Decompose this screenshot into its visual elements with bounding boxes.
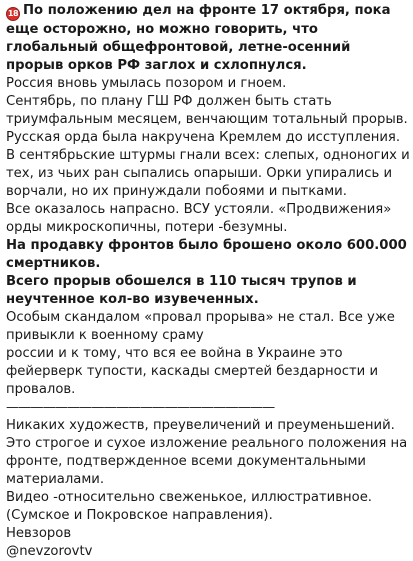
paragraph-1: Россия вновь умылась позором и гноем. [6,76,287,91]
paragraph-6-bold: Всего прорыв обошелся в 110 тысяч трупов и неучтенное кол-во изувеченных. [6,274,357,307]
paragraph-8: россии и к тому, что вся ее война в Украине это фейерверк тупости, каскады смертей бездарности и провалов. [6,346,379,397]
divider-line: —————————————————————— [6,400,275,415]
paragraph-9: Никаких художеств, преувеличений и преуменьшений. Это строгое и сухое изложение реального положения на фронте, подтвержденное всеми документальными материалами. [6,418,408,487]
author-handle: @nevzorovtv [6,544,93,559]
paragraph-5-bold: На продавку фронтов было брошено около 600.000 смертников. [6,238,407,271]
post-headline-paragraph [6,2,410,75]
paragraph-4: Все оказалось напрасно. ВСУ устояли. «Продвижения» орды микроскопичны, потери -безумны. [6,202,392,235]
paragraph-3: Русская орда была накручена Кремлем до исступления. В сентябрьские штурмы гнали всех: слепых, одноногих и тех, из чьих ран сыпались опарыши. Орки упирались и ворчали, но их принуждали побоями и пытками. [6,130,410,199]
paragraph-10: Видео -относительно свеженькое, иллюстративное.(Сумское и Покровское направления). [6,490,372,523]
paragraph-7: Особым скандалом «провал прорыва» не стал. Все уже привыкли к военному сраму [6,310,395,343]
author-name: Невзоров [6,526,72,541]
paragraph-2: Сентябрь, по плану ГШ РФ должен быть стать триумфальным месяцем, венчающим тотальный прорыв. [6,94,408,127]
post-headline: По положению дел на фронте 17 октября, пока еще осторожно, но можно говорить, что глобальный общефронтовой, летне-осенний прорыв орков РФ заглох и схлопнулся. [6,3,391,73]
adults-only-18-icon: 18 [6,7,20,21]
